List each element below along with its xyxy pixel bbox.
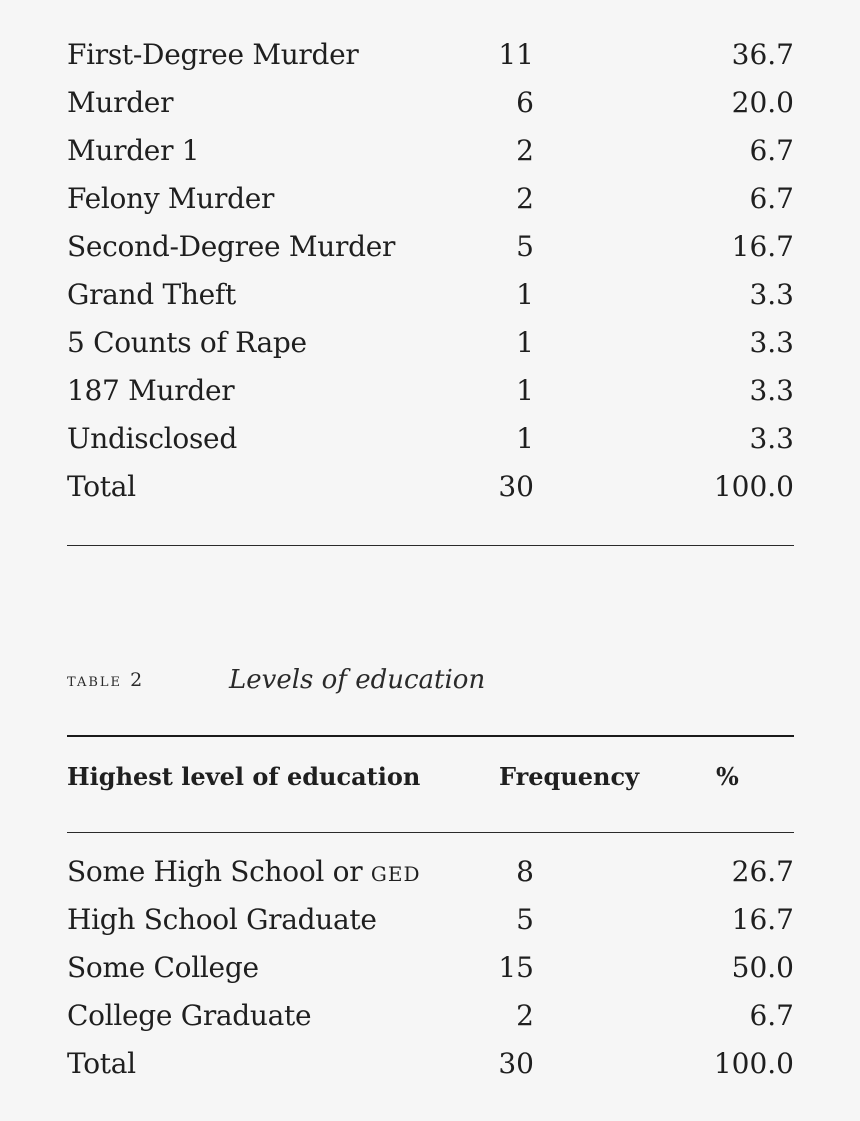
table2-header (67, 755, 794, 799)
table-row (67, 271, 794, 319)
row-label: 187 Murder (67, 374, 235, 407)
table-row (67, 31, 794, 79)
row-frequency: 15 (498, 951, 534, 984)
row-label: First-Degree Murder (67, 38, 359, 71)
row-percent: 50.0 (731, 951, 794, 984)
row-label: Murder (67, 86, 174, 119)
row-label: High School Graduate (67, 903, 377, 936)
table2-top-rule (67, 735, 794, 737)
row-percent: 16.7 (731, 230, 794, 263)
table-row-total (67, 1040, 794, 1088)
row-frequency: 5 (516, 230, 534, 263)
row-frequency: 2 (516, 134, 534, 167)
row-frequency: 11 (498, 38, 534, 71)
row-label: College Graduate (67, 999, 312, 1032)
row-frequency: 5 (516, 903, 534, 936)
row-label: Second-Degree Murder (67, 230, 396, 263)
row-percent: 16.7 (731, 903, 794, 936)
row-percent: 6.7 (749, 999, 794, 1032)
row-label: Felony Murder (67, 182, 275, 215)
row-frequency: 6 (516, 86, 534, 119)
table2-body (67, 848, 794, 1088)
table-number: table 2 (67, 669, 145, 691)
table-row (67, 319, 794, 367)
column-header-education: Highest level of education (67, 762, 421, 791)
table-row (67, 367, 794, 415)
row-label (67, 848, 421, 896)
row-frequency: 1 (516, 422, 534, 455)
row-percent: 6.7 (749, 134, 794, 167)
table-row-total (67, 463, 794, 511)
row-percent: 3.3 (749, 374, 794, 407)
table-title: Levels of education (229, 665, 486, 695)
table2-header-rule (67, 832, 794, 833)
table-row (67, 223, 794, 271)
table-row (67, 992, 794, 1040)
row-percent: 3.3 (749, 326, 794, 359)
row-label: Grand Theft (67, 278, 236, 311)
table2-caption (67, 660, 794, 700)
table-row (67, 127, 794, 175)
table-row (67, 79, 794, 127)
row-label: Some College (67, 951, 259, 984)
row-frequency: 8 (516, 855, 534, 888)
row-frequency: 2 (516, 182, 534, 215)
table1-body (67, 31, 794, 511)
row-frequency: 1 (516, 374, 534, 407)
row-label: Murder 1 (67, 134, 200, 167)
row-frequency: 1 (516, 278, 534, 311)
table1-bottom-rule (67, 545, 794, 546)
row-frequency: 30 (498, 470, 534, 503)
row-label: Total (67, 1047, 136, 1080)
table-row (67, 944, 794, 992)
row-label-text: Some High School or (67, 855, 371, 888)
row-label: Undisclosed (67, 422, 237, 455)
row-label: 5 Counts of Rape (67, 326, 307, 359)
table-row (67, 415, 794, 463)
row-label-abbreviation: ged (370, 855, 421, 888)
row-percent: 36.7 (731, 38, 794, 71)
table-row (67, 848, 794, 896)
column-header-frequency: Frequency (499, 762, 640, 791)
row-percent: 100.0 (713, 470, 794, 503)
row-label: Total (67, 470, 136, 503)
row-percent: 3.3 (749, 278, 794, 311)
table-row (67, 175, 794, 223)
table-row (67, 896, 794, 944)
row-frequency: 30 (498, 1047, 534, 1080)
row-percent: 100.0 (713, 1047, 794, 1080)
row-frequency: 2 (516, 999, 534, 1032)
row-percent: 6.7 (749, 182, 794, 215)
row-percent: 26.7 (731, 855, 794, 888)
row-frequency: 1 (516, 326, 534, 359)
row-percent: 20.0 (731, 86, 794, 119)
column-header-percent: % (716, 762, 739, 791)
row-percent: 3.3 (749, 422, 794, 455)
